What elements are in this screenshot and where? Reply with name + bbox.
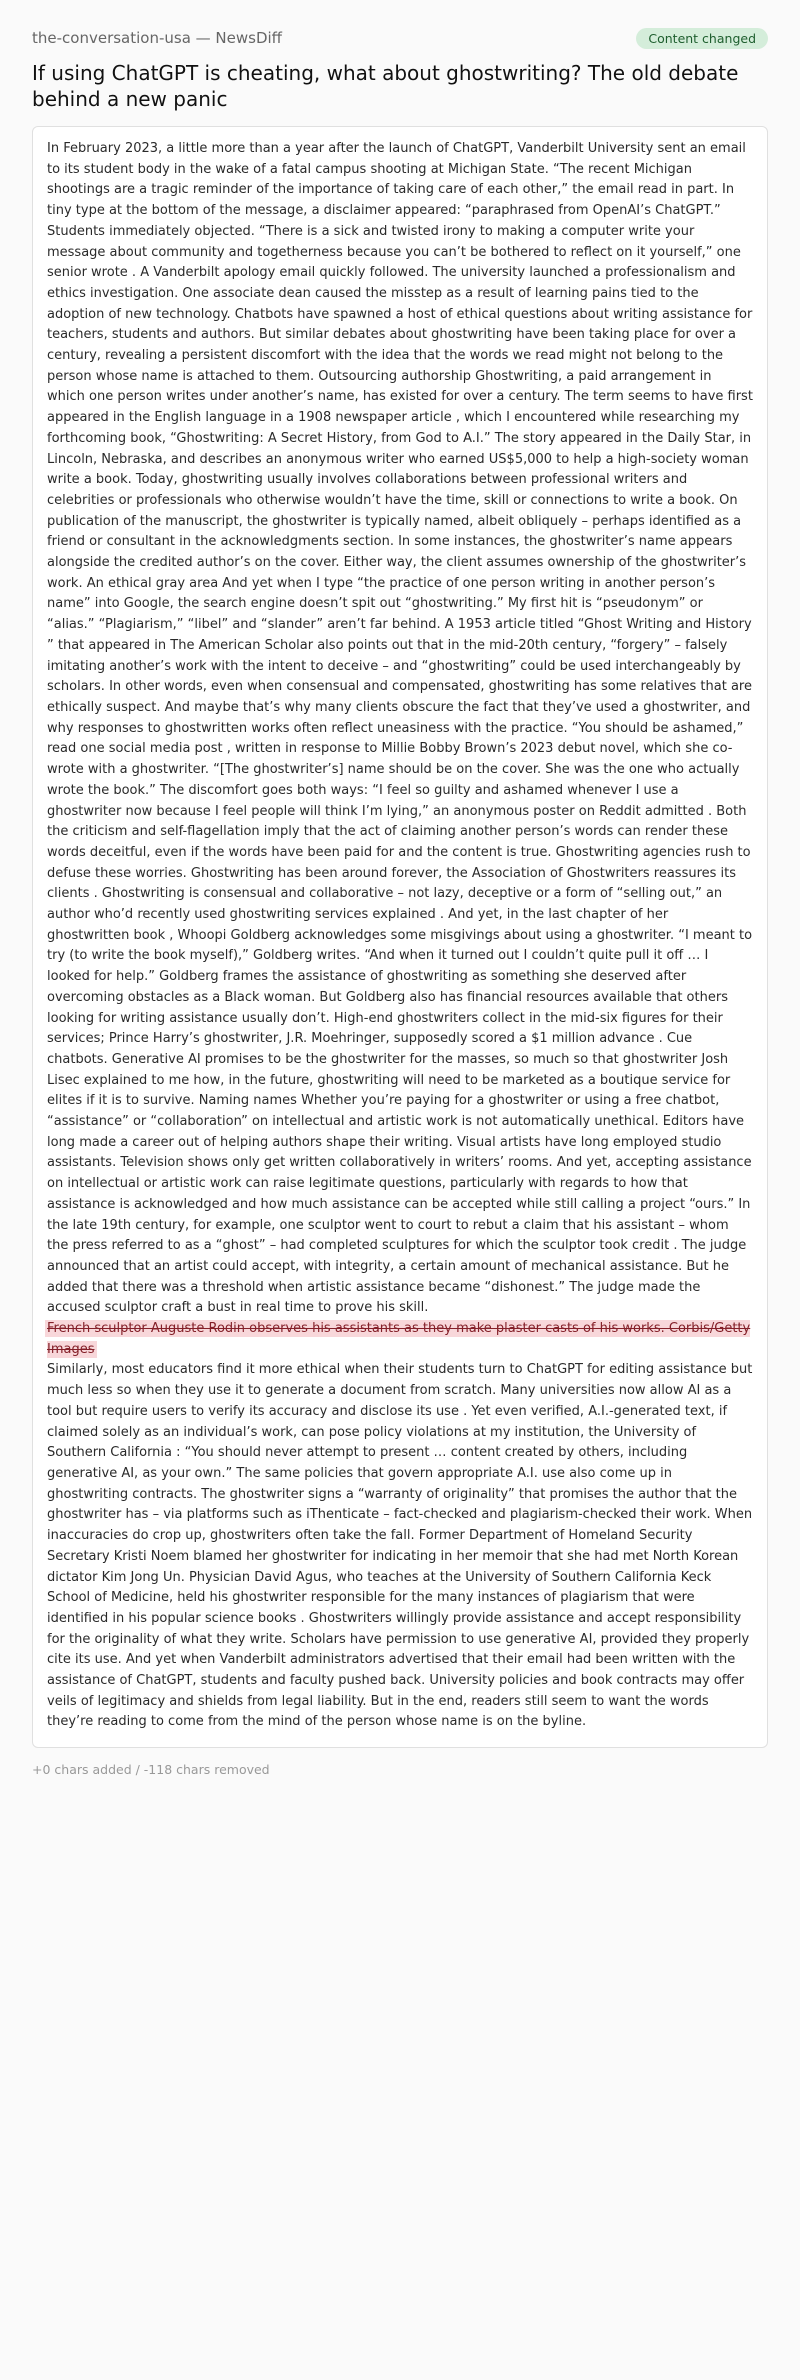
source-label: the-conversation-usa — NewsDiff xyxy=(32,29,283,47)
status-badge: Content changed xyxy=(636,28,768,49)
page xyxy=(32,0,768,1777)
diff-content xyxy=(32,126,768,1748)
unchanged-text-before: In February 2023, a little more than a year after the launch of ChatGPT, Vanderbilt University sent an email to its student body in the wake of a fatal campus shooting at Michigan State. “The recent Michigan shootings are a tragic reminder of the importance of taking care of each other,” the email read in part. In tiny type at the bottom of the message, a disclaimer appeared: “paraphrased from OpenAI’s ChatGPT.” Students immediately objected. “There is a sick and twisted irony to making a computer write your message about community and togetherness because you can’t be bothered to reflect on it yourself,” one senior wrote . A Vanderbilt apology email quickly followed. The university launched a professionalism and ethics investigation. One associate dean caused the misstep as a result of learning pains tied to the adoption of new technology. Chatbots have spawned a host of ethical questions about writing assistance for teachers, students and authors. But similar debates about ghostwriting have been taking place for over a century, revealing a persistent discomfort with the idea that the words we read might not belong to the person whose name is attached to them. Outsourcing authorship Ghostwriting, a paid arrangement in which one person writes under another’s name, has existed for over a century. The term seems to have first appeared in the English language in a 1908 newspaper article , which I encountered while researching my forthcoming book, “Ghostwriting: A Secret History, from God to A.I.” The story appeared in the Daily Star, in Lincoln, Nebraska, and describes an anonymous writer who earned US$5,000 to help a high-society woman write a book. Today, ghostwriting usually involves collaborations between professional writers and celebrities or professionals who otherwise wouldn’t have the time, skill or connections to write a book. On publication of the manuscript, the ghostwriter is typically named, albeit obliquely – perhaps identified as a friend or consultant in the acknowledgments section. In some instances, the ghostwriter’s name appears alongside the credited author’s on the cover. Either way, the client assumes ownership of the ghostwriter’s work. An ethical gray area And yet when I type “the practice of one person writing in another person’s name” into Google, the search engine doesn’t spit out “ghostwriting.” My first hit is “pseudonym” or “alias.” “Plagiarism,” “libel” and “slander” aren’t far behind. A 1953 article titled “Ghost Writing and History ” that appeared in The American Scholar also points out that in the mid-20th century, “forgery” – falsely imitating another’s work with the intent to deceive – and “ghostwriting” could be used interchangeably by scholars. In other words, even when consensual and compensated, ghostwriting has some relatives that are ethically suspect. And maybe that’s why many clients obscure the fact that they’ve used a ghostwriter, and why responses to ghostwritten works often reflect uneasiness with the practice. “You should be ashamed,” read one social media post , written in response to Millie Bobby Brown’s 2023 debut novel, which she co-wrote with a ghostwriter. “[The ghostwriter’s] name should be on the cover. She was the one who actually wrote the book.” The discomfort goes both ways: “I feel so guilty and ashamed whenever I use a ghostwriter now because I feel people will think I’m lying,” an anonymous poster on Reddit admitted . Both the criticism and self-flagellation imply that the act of claiming another person’s words can render these words deceitful, even if the words have been paid for and the content is true. Ghostwriting agencies rush to defuse these worries. Ghostwriting has been around forever, the Association of Ghostwriters reassures its clients . Ghostwriting is consensual and collaborative – not lazy, deceptive or a form of “selling out,” an author who’d recently used ghostwriting services explained . And yet, in the last chapter of her ghostwritten book , Whoopi Goldberg acknowledges some misgivings about using a ghostwriter. “I meant to try (to write the book myself),” Goldberg writes. “And when it turned out I couldn’t quite pull it off … I looked for help.” Goldberg frames the assistance of ghostwriting as something she deserved after overcoming obstacles as a Black woman. But Goldberg also has financial resources available that others looking for writing assistance usually don’t. High-end ghostwriters collect in the mid-six figures for their services; Prince Harry’s ghostwriter, J.R. Moehringer, supposedly scored a $1 million advance . Cue chatbots. Generative AI promises to be the ghostwriter for the masses, so much so that ghostwriter Josh Lisec explained to me how, in the future, ghostwriting will need to be marketed as a boutique service for elites if it is to survive. Naming names Whether you’re paying for a ghostwriter or using a free chatbot, “assistance” or “collaboration” on intellectual and artistic work is not automatically unethical. Editors have long made a career out of helping authors shape their writing. Visual artists have long employed studio assistants. Television shows only get written collaboratively in writers’ rooms. And yet, accepting assistance on intellectual or artistic work can raise legitimate questions, particularly with regards to how that assistance is acknowledged and how much assistance can be accepted while still calling a project “ours.” In the late 19th century, for example, one sculptor went to court to rebut a claim that his assistant – whom the press referred to as a “ghost” – had completed sculptures for which the sculptor took credit . The judge announced that an artist could accept, with integrity, a certain amount of mechanical assistance. But he added that there was a threshold when artistic assistance became “dishonest.” The judge made the accused sculptor craft a bust in real time to prove his skill. xyxy=(47,141,753,1316)
diff-summary: +0 chars added / -118 chars removed xyxy=(32,1762,270,1778)
removed-text: French sculptor Auguste Rodin observes his assistants as they make plaster casts of his works. Corbis/Getty Images xyxy=(47,1321,751,1357)
article-title: If using ChatGPT is cheating, what about ghostwriting? The old debate behind a new panic xyxy=(32,61,739,111)
unchanged-text-after: Similarly, most educators find it more ethical when their students turn to ChatGPT for editing assistance but much less so when they use it to generate a document from scratch. Many universities now allow AI as a tool but require users to verify its accuracy and disclose its use . Yet even verified, A.I.-generated text, if claimed solely as an individual’s work, can pose policy violations at my institution, the University of Southern California : “You should never attempt to present … content created by others, including generative AI, as your own.” The same policies that govern appropriate A.I. use also come up in ghostwriting contracts. The ghostwriter signs a “warranty of originality” that promises the author that the ghostwriter has – via platforms such as iThenticate – fact-checked and plagiarism-checked their work. When inaccuracies do crop up, ghostwriters often take the fall. Former Department of Homeland Security Secretary Kristi Noem blamed her ghostwriter for indicating in her memoir that she had met North Korean dictator Kim Jong Un. Physician David Agus, who teaches at the University of Southern California Keck School of Medicine, held his ghostwriter responsible for the many instances of plagiarism that were identified in his popular science books . Ghostwriters willingly provide assistance and accept responsibility for the originality of what they write. Scholars have permission to use generative AI, provided they properly cite its use. And yet when Vanderbilt administrators advertised that their email had been written with the assistance of ChatGPT, students and faculty pushed back. University policies and book contracts may offer veils of legitimacy and shields from legal liability. But in the end, readers still seem to want the words they’re reading to come from the mind of the person whose name is on the byline. xyxy=(47,1362,753,1730)
header xyxy=(32,22,768,54)
